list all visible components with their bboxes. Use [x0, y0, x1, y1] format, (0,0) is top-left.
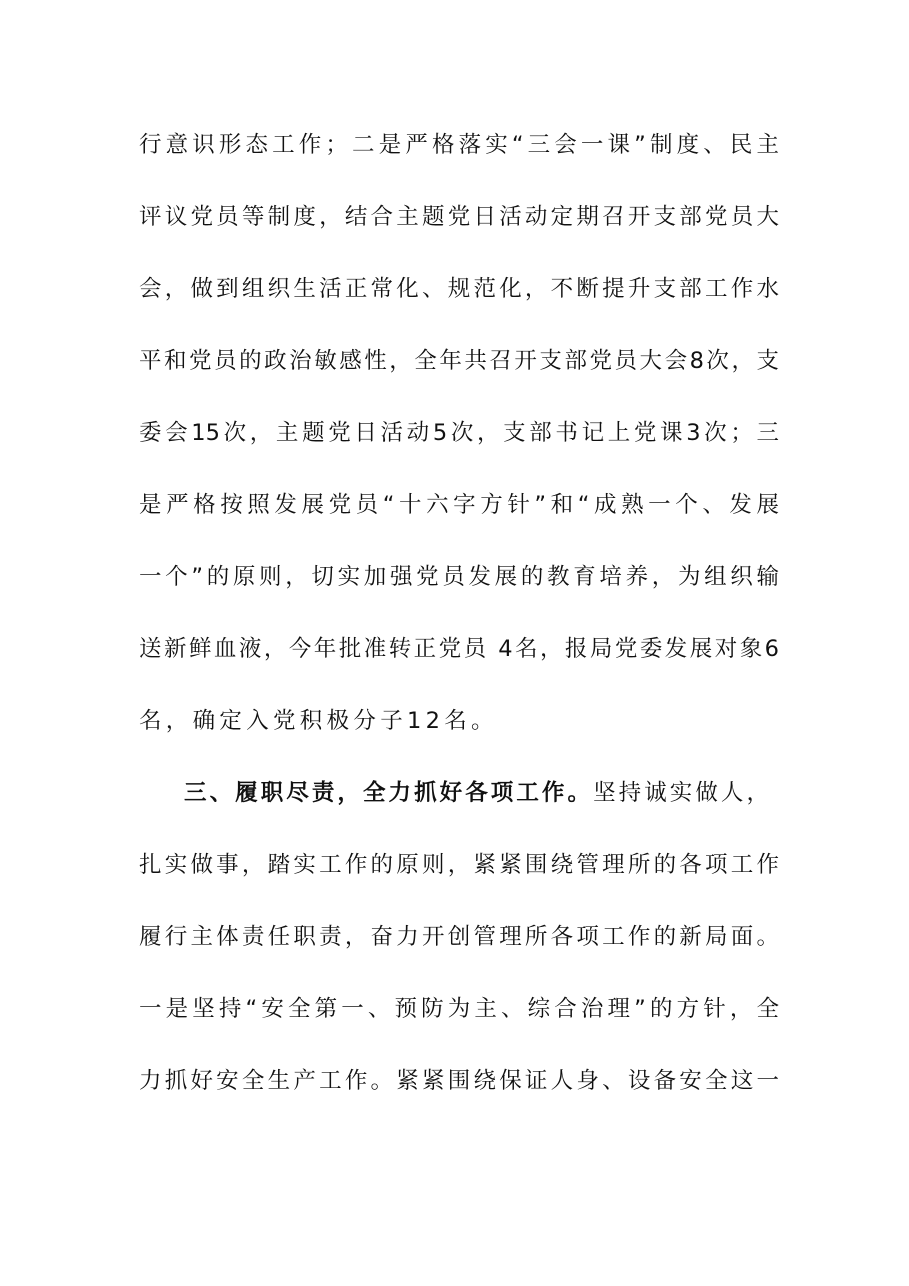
body-text-line: 一是坚持“安全第一、预防为主、综合治理”的方针，全 — [139, 996, 779, 1022]
body-text-line: 扎实做事，踏实工作的原则，紧紧围绕管理所的各项工作 — [139, 852, 779, 878]
body-text-line: 平和党员的政治敏感性，全年共召开支部党员大会8次，支 — [139, 348, 779, 374]
body-text-line: 评议党员等制度，结合主题党日活动定期召开支部党员大 — [139, 204, 779, 230]
body-text-line: 一个”的原则，切实加强党员发展的教育培养，为组织输 — [139, 564, 779, 590]
body-text-line: 会，做到组织生活正常化、规范化，不断提升支部工作水 — [139, 276, 779, 302]
section-heading: 三、履职尽责，全力抓好各项工作。 — [184, 780, 594, 806]
body-text-line: 送新鲜血液，今年批准转正党员 4名，报局党委发展对象6 — [139, 636, 779, 662]
body-text-line: 是严格按照发展党员“十六字方针”和“成熟一个、发展 — [139, 492, 779, 518]
body-text-line: 力抓好安全生产工作。紧紧围绕保证人身、设备安全这一 — [139, 1068, 779, 1094]
body-text-line: 委会15次，主题党日活动5次，支部书记上党课3次；三 — [139, 420, 779, 446]
body-text-line: 名，确定入党积极分子12名。 — [139, 708, 498, 734]
body-text-line: 履行主体责任职责，奋力开创管理所各项工作的新局面。 — [139, 924, 779, 950]
body-text-line: 行意识形态工作；二是严格落实“三会一课”制度、民主 — [139, 132, 779, 158]
section-heading-tail: 坚持诚实做人， — [593, 780, 769, 806]
section-heading-line — [184, 778, 769, 808]
